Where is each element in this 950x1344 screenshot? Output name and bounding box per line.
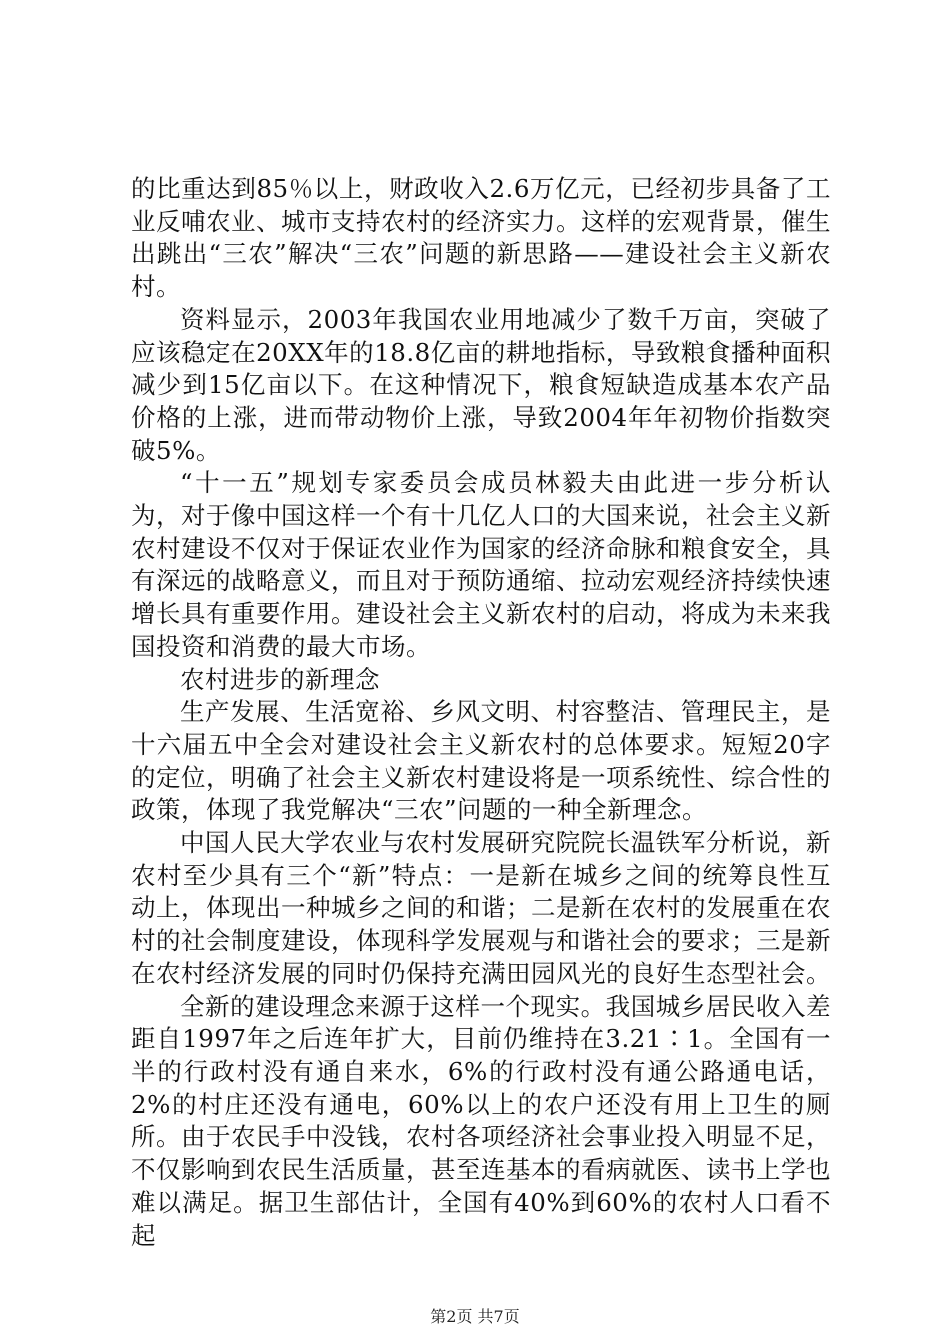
paragraph-requirements: 生产发展、生活宽裕、乡风文明、村容整洁、管理民主，是十六届五中全会对建设社会主义新农村的总体要求。短短20字的定位，明确了社会主义新农村建设将是一项系统性、综合性的政策，体现了我党解决“三农”问题的一种全新理念。 (131, 697, 831, 825)
page-footer: 第2页 共7页 (430, 1307, 520, 1326)
paragraph-continuation: 的比重达到85％以上，财政收入2.6万亿元，已经初步具备了工业反哺农业、城市支持农村的经济实力。这样的宏观背景，催生出跳出“三农”解决“三农”问题的新思路——建设社会主义新农村。 (131, 174, 831, 302)
paragraph-farmland-data: 资料显示，2003年我国农业用地减少了数千万亩，突破了应该稳定在20XX年的18.8亿亩的耕地指标，导致粮食播种面积减少到15亿亩以下。在这种情况下，粮食短缺造成基本农产品价格的上涨，进而带动物价上涨，导致2004年年初物价指数突破5%。 (131, 304, 831, 465)
paragraph-expert-analysis: “十一五”规划专家委员会成员林毅夫由此进一步分析认为，对于像中国这样一个有十几亿人口的大国来说，社会主义新农村建设不仅对于保证农业作为国家的经济命脉和粮食安全，具有深远的战略意义，而且对于预防通缩、拉动宏观经济持续快速增长具有重要作用。建设社会主义新农村的启动，将成为未来我国投资和消费的最大市场。 (131, 468, 831, 661)
paragraph-three-new-features: 中国人民大学农业与农村发展研究院院长温铁军分析说，新农村至少具有三个“新”特点：一是新在城乡之间的统筹良性互动上，体现出一种城乡之间的和谐；二是新在农村的发展重在农村的社会制度建设，体现科学发展观与和谐社会的要求；三是新在农村经济发展的同时仍保持充满田园风光的良好生态型社会。 (131, 828, 831, 988)
section-heading: 农村进步的新理念 (180, 664, 380, 694)
document-body (131, 173, 831, 1252)
paragraph-reality: 全新的建设理念来源于这样一个现实。我国城乡居民收入差距自1997年之后连年扩大，目前仍维持在3.21∶1。全国有一半的行政村没有通自来水，6%的行政村没有通公路通电话，2%的村庄还没有通电，60%以上的农户还没有用上卫生的厕所。由于农民手中没钱，农村各项经济社会事业投入明显不足，不仅影响到农民生活质量，甚至连基本的看病就医、读书上学也难以满足。据卫生部估计，全国有40%到60%的农村人口看不起 (131, 991, 831, 1250)
